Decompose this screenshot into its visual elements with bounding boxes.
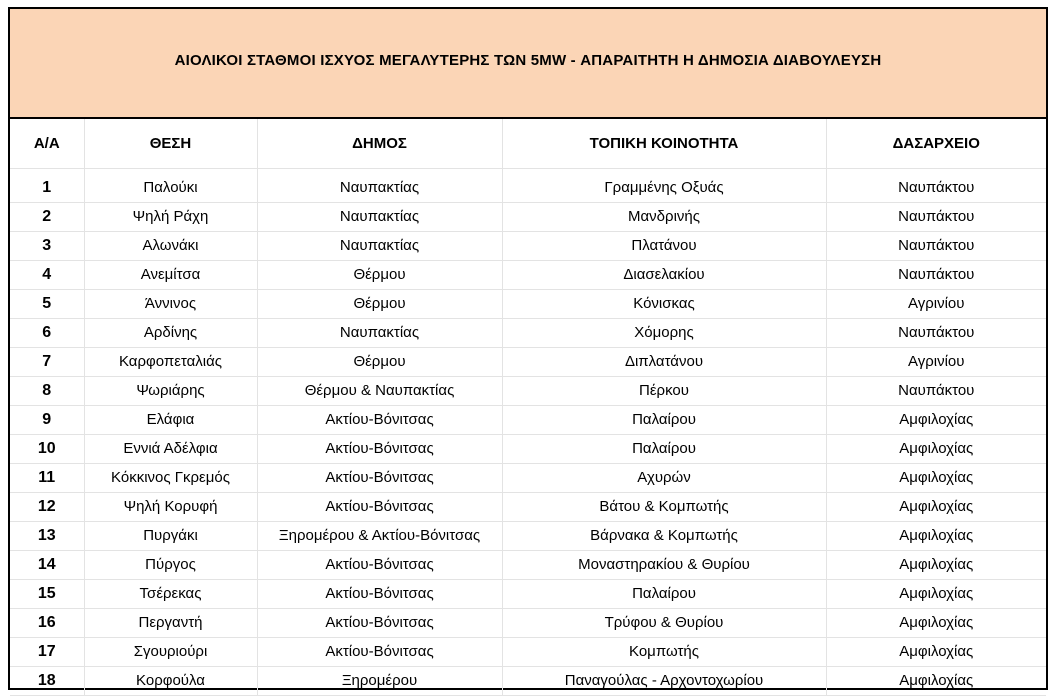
cell-municipality: Ακτίου-Βόνιτσας bbox=[257, 405, 502, 434]
cell-community: Μοναστηρακίου & Θυρίου bbox=[502, 550, 826, 579]
table-row bbox=[10, 434, 1046, 463]
cell-index: 8 bbox=[10, 376, 84, 405]
cell-forestry-office: Ναυπάκτου bbox=[826, 260, 1046, 289]
cell-municipality: Θέρμου bbox=[257, 260, 502, 289]
table-row bbox=[10, 637, 1046, 666]
cell-forestry-office: Αγρινίου bbox=[826, 289, 1046, 318]
cell-location: Κόκκινος Γκρεμός bbox=[84, 463, 257, 492]
header-index: Α/Α bbox=[10, 119, 84, 168]
cell-forestry-office: Αμφιλοχίας bbox=[826, 550, 1046, 579]
header-location: ΘΕΣΗ bbox=[84, 119, 257, 168]
cell-index: 13 bbox=[10, 521, 84, 550]
cell-index: 10 bbox=[10, 434, 84, 463]
table-row bbox=[10, 318, 1046, 347]
cell-municipality: Θέρμου & Ναυπακτίας bbox=[257, 376, 502, 405]
cell-community: Πέρκου bbox=[502, 376, 826, 405]
header-row bbox=[10, 119, 1046, 168]
table-row bbox=[10, 289, 1046, 318]
cell-index: 16 bbox=[10, 608, 84, 637]
cell-index: 18 bbox=[10, 666, 84, 695]
table-row bbox=[10, 168, 1046, 202]
table-row bbox=[10, 579, 1046, 608]
table-row bbox=[10, 405, 1046, 434]
cell-forestry-office: Αμφιλοχίας bbox=[826, 579, 1046, 608]
cell-location: Κορφούλα bbox=[84, 666, 257, 695]
wind-stations-table bbox=[10, 119, 1046, 696]
table-row bbox=[10, 550, 1046, 579]
cell-municipality: Ναυπακτίας bbox=[257, 168, 502, 202]
cell-forestry-office: Ναυπάκτου bbox=[826, 168, 1046, 202]
cell-community: Διασελακίου bbox=[502, 260, 826, 289]
cell-municipality: Ξηρομέρου bbox=[257, 666, 502, 695]
cell-municipality: Ακτίου-Βόνιτσας bbox=[257, 637, 502, 666]
cell-location: Τσέρεκας bbox=[84, 579, 257, 608]
cell-municipality: Ακτίου-Βόνιτσας bbox=[257, 492, 502, 521]
cell-municipality: Ακτίου-Βόνιτσας bbox=[257, 463, 502, 492]
cell-forestry-office: Αμφιλοχίας bbox=[826, 666, 1046, 695]
cell-community: Βάρνακα & Κομπωτής bbox=[502, 521, 826, 550]
cell-forestry-office: Αμφιλοχίας bbox=[826, 434, 1046, 463]
cell-community: Μανδρινής bbox=[502, 202, 826, 231]
cell-location: Πυργάκι bbox=[84, 521, 257, 550]
header-community: ΤΟΠΙΚΗ ΚΟΙΝΟΤΗΤΑ bbox=[502, 119, 826, 168]
cell-municipality: Ακτίου-Βόνιτσας bbox=[257, 579, 502, 608]
cell-community: Τρύφου & Θυρίου bbox=[502, 608, 826, 637]
cell-community: Πλατάνου bbox=[502, 231, 826, 260]
table-row bbox=[10, 347, 1046, 376]
cell-community: Βάτου & Κομπωτής bbox=[502, 492, 826, 521]
cell-location: Σγουριούρι bbox=[84, 637, 257, 666]
cell-location: Ελάφια bbox=[84, 405, 257, 434]
cell-location: Άννινος bbox=[84, 289, 257, 318]
cell-location: Εννιά Αδέλφια bbox=[84, 434, 257, 463]
cell-community: Διπλατάνου bbox=[502, 347, 826, 376]
cell-forestry-office: Ναυπάκτου bbox=[826, 318, 1046, 347]
cell-community: Παλαίρου bbox=[502, 579, 826, 608]
cell-index: 6 bbox=[10, 318, 84, 347]
cell-community: Κόνισκας bbox=[502, 289, 826, 318]
cell-forestry-office: Αμφιλοχίας bbox=[826, 492, 1046, 521]
cell-index: 7 bbox=[10, 347, 84, 376]
cell-index: 2 bbox=[10, 202, 84, 231]
table-row bbox=[10, 376, 1046, 405]
cell-location: Ψωριάρης bbox=[84, 376, 257, 405]
cell-forestry-office: Ναυπάκτου bbox=[826, 376, 1046, 405]
cell-location: Περγαντή bbox=[84, 608, 257, 637]
cell-municipality: Ναυπακτίας bbox=[257, 318, 502, 347]
table-row bbox=[10, 202, 1046, 231]
cell-community: Παλαίρου bbox=[502, 405, 826, 434]
cell-location: Αρδίνης bbox=[84, 318, 257, 347]
header-forestry-office: ΔΑΣΑΡΧΕΙΟ bbox=[826, 119, 1046, 168]
table-row bbox=[10, 492, 1046, 521]
cell-location: Αλωνάκι bbox=[84, 231, 257, 260]
cell-municipality: Ακτίου-Βόνιτσας bbox=[257, 434, 502, 463]
cell-community: Χόμορης bbox=[502, 318, 826, 347]
cell-community: Παλαίρου bbox=[502, 434, 826, 463]
cell-index: 4 bbox=[10, 260, 84, 289]
cell-municipality: Θέρμου bbox=[257, 289, 502, 318]
cell-municipality: Ναυπακτίας bbox=[257, 231, 502, 260]
cell-index: 9 bbox=[10, 405, 84, 434]
table-row bbox=[10, 231, 1046, 260]
cell-index: 11 bbox=[10, 463, 84, 492]
cell-forestry-office: Ναυπάκτου bbox=[826, 231, 1046, 260]
cell-index: 14 bbox=[10, 550, 84, 579]
table-row bbox=[10, 666, 1046, 695]
cell-index: 17 bbox=[10, 637, 84, 666]
cell-forestry-office: Αμφιλοχίας bbox=[826, 463, 1046, 492]
cell-forestry-office: Αμφιλοχίας bbox=[826, 405, 1046, 434]
cell-location: Καρφοπεταλιάς bbox=[84, 347, 257, 376]
cell-community: Γραμμένης Οξυάς bbox=[502, 168, 826, 202]
cell-location: Ανεμίτσα bbox=[84, 260, 257, 289]
cell-municipality: Ξηρομέρου & Ακτίου-Βόνιτσας bbox=[257, 521, 502, 550]
cell-forestry-office: Αμφιλοχίας bbox=[826, 521, 1046, 550]
header-municipality: ΔΗΜΟΣ bbox=[257, 119, 502, 168]
cell-forestry-office: Αμφιλοχίας bbox=[826, 637, 1046, 666]
document-frame bbox=[8, 7, 1048, 690]
cell-index: 15 bbox=[10, 579, 84, 608]
cell-community: Κομπωτής bbox=[502, 637, 826, 666]
cell-location: Ψηλή Κορυφή bbox=[84, 492, 257, 521]
cell-location: Ψηλή Ράχη bbox=[84, 202, 257, 231]
cell-community: Αχυρών bbox=[502, 463, 826, 492]
cell-municipality: Ακτίου-Βόνιτσας bbox=[257, 550, 502, 579]
title-band bbox=[10, 9, 1046, 119]
table-row bbox=[10, 521, 1046, 550]
cell-municipality: Ακτίου-Βόνιτσας bbox=[257, 608, 502, 637]
cell-index: 1 bbox=[10, 168, 84, 202]
cell-community: Παναγούλας - Αρχοντοχωρίου bbox=[502, 666, 826, 695]
cell-index: 12 bbox=[10, 492, 84, 521]
cell-forestry-office: Ναυπάκτου bbox=[826, 202, 1046, 231]
cell-location: Πύργος bbox=[84, 550, 257, 579]
cell-forestry-office: Αμφιλοχίας bbox=[826, 608, 1046, 637]
table-row bbox=[10, 260, 1046, 289]
cell-municipality: Ναυπακτίας bbox=[257, 202, 502, 231]
cell-municipality: Θέρμου bbox=[257, 347, 502, 376]
table-row bbox=[10, 463, 1046, 492]
cell-forestry-office: Αγρινίου bbox=[826, 347, 1046, 376]
cell-index: 5 bbox=[10, 289, 84, 318]
cell-location: Παλούκι bbox=[84, 168, 257, 202]
cell-index: 3 bbox=[10, 231, 84, 260]
table-row bbox=[10, 608, 1046, 637]
page-title: ΑΙΟΛΙΚΟΙ ΣΤΑΘΜΟΙ ΙΣΧΥΟΣ ΜΕΓΑΛΥΤΕΡΗΣ ΤΩΝ 5MW - ΑΠΑΡΑΙΤΗΤΗ Η ΔΗΜΟΣΙΑ ΔΙΑΒΟΥΛΕΥΣΗ bbox=[174, 51, 882, 69]
